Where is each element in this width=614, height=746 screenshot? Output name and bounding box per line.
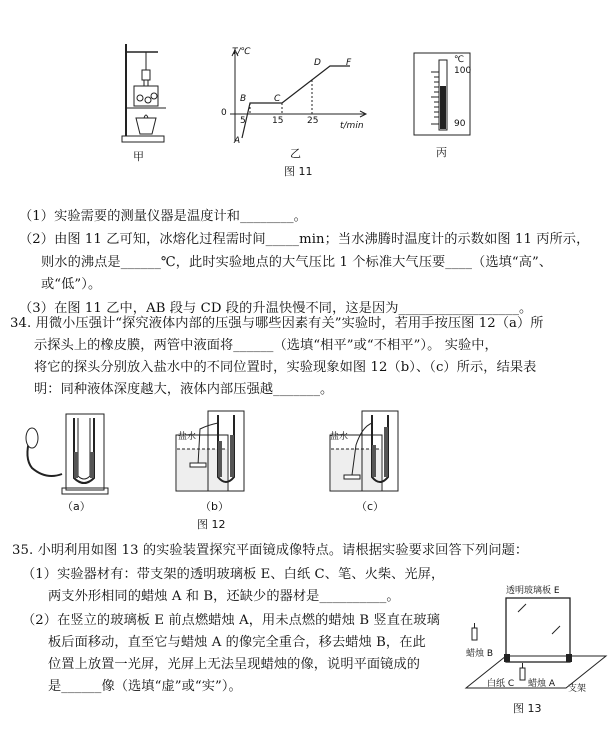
salt-water-label-c: 盐水 (330, 432, 349, 442)
q35-part1-line2: 两支外形相同的蜡烛 A 和 B，还缺少的器材是__________。 (48, 589, 400, 604)
point-f: F (346, 58, 352, 68)
point-d: D (314, 58, 321, 68)
thermometer-unit: ℃ (454, 55, 465, 65)
tick-25: 25 (307, 116, 319, 126)
pressure-gauge-c (322, 405, 426, 495)
pressure-gauge-b (168, 405, 272, 495)
label-c: （c） (356, 500, 385, 513)
figure-11-caption: 图 11 (284, 165, 313, 178)
paper-c-label: 白纸 C (487, 679, 515, 689)
tick-15: 15 (272, 116, 284, 126)
heating-apparatus-diagram (112, 40, 172, 150)
thermometer-100: 100 (454, 66, 472, 76)
candle-a-label: 蜡烛 A (528, 679, 556, 689)
y-axis-label: T/℃ (232, 47, 251, 57)
thermometer-90: 90 (454, 119, 466, 129)
stand-label: 支架 (568, 684, 587, 694)
candle-b-label: 蜡烛 B (466, 649, 494, 659)
q33-part2-line3: 或“低”）。 (41, 277, 102, 292)
q34-line4: 明：同种液体深度越大，液体内部压强越_______。 (34, 382, 334, 397)
pressure-gauge-a (22, 408, 112, 498)
figure-13-caption: 图 13 (513, 702, 542, 715)
label-yi: 乙 (290, 147, 301, 160)
point-b: B (240, 94, 247, 104)
x-axis-label: t/min (340, 121, 364, 131)
label-jia: 甲 (133, 150, 144, 163)
q34-line1: 34. 用微小压强计“探究液体内部的压强与哪些因素有关”实验时，若用手按压图 12（a）所 (10, 316, 544, 331)
q33-part2-line2: 则水的沸点是______℃，此时实验地点的大气压比 1 个标准大气压要____（选填“高”、 (41, 255, 553, 270)
glass-plate-label: 透明玻璃板 E (506, 586, 560, 596)
salt-water-label-b: 盐水 (178, 432, 197, 442)
q34-line2: 示探头上的橡皮膜，两管中液面将______（选填“相平”或“不相平”）。 实验中， (34, 338, 498, 353)
label-bing: 丙 (436, 146, 447, 159)
label-a: （a） (62, 500, 91, 513)
q35-part2-line1: （2）在竖立的玻璃板 E 前点燃蜡烛 A，用未点燃的蜡烛 B 竖直在玻璃 (22, 613, 440, 628)
q35-part2-line2: 板后面移动，直至它与蜡烛 A 的像完全重合，移去蜡烛 B，在此 (48, 635, 426, 650)
q35-part2-line4: 是______像（选填“虚”或“实”）。 (48, 679, 242, 694)
point-a: A (234, 136, 241, 146)
q33-part2-line1: （2）由图 11 乙可知，冰熔化过程需时间_____min；当水沸腾时温度计的示数如图 11 丙所示， (19, 232, 590, 247)
figure-12-caption: 图 12 (197, 518, 226, 531)
q35-part1-line1: （1）实验器材有：带支架的透明玻璃板 E、白纸 C、笔、火柴、光屏， (22, 567, 445, 582)
q34-line3: 将它的探头分别放入盐水中的不同位置时，实验现象如图 12（b）、（c）所示，结果表 (34, 360, 537, 375)
point-c: C (274, 94, 281, 104)
q33-part1: （1）实验需要的测量仪器是温度计和________。 (19, 209, 307, 224)
q35-part2-line3: 位置上放置一光屏，光屏上无法呈现蜡烛的像，说明平面镜成的 (48, 657, 421, 672)
origin-label: 0 (221, 108, 227, 118)
label-b: （b） (200, 500, 229, 513)
q33-part3: （3）在图 11 乙中，AB 段与 CD 段的升温快慢不同，这是因为__________________。 (19, 301, 533, 316)
tick-5: 5 (240, 116, 246, 126)
q35-line1: 35. 小明利用如图 13 的实验装置探究平面镜成像特点。请根据实验要求回答下列问题： (12, 543, 529, 558)
